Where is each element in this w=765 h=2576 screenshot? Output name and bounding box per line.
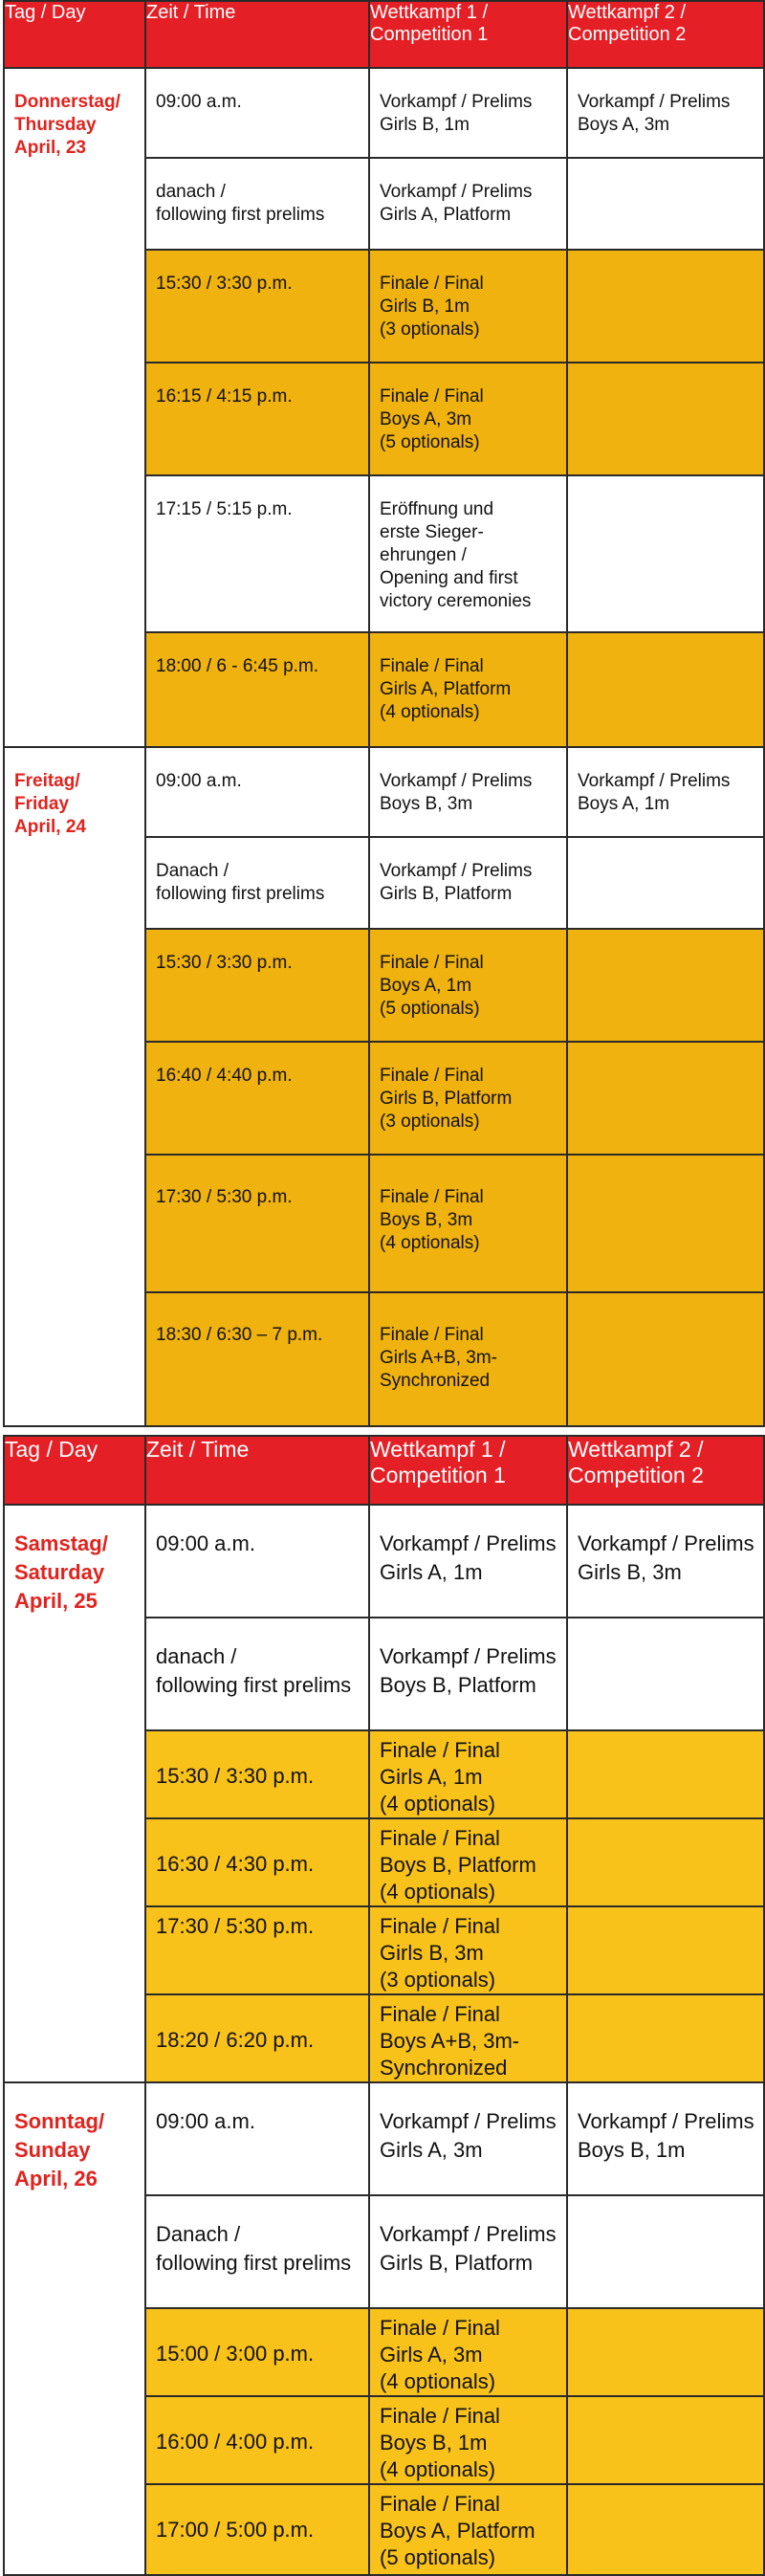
competition-2-cell: [567, 1994, 764, 2082]
competition-2-cell: [567, 929, 764, 1042]
competition-2-cell: [567, 1818, 764, 1906]
table-row: [4, 747, 764, 837]
competition-1-cell: Finale / Final Boys B, 3m (4 optionals): [369, 1155, 567, 1292]
table-row: [4, 2082, 764, 2195]
competition-2-cell: [567, 1906, 764, 1994]
table-row: [4, 68, 764, 158]
time-cell: 15:30 / 3:30 p.m.: [145, 1730, 369, 1818]
day-thursday: Donnerstag/ Thursday April, 23: [4, 68, 145, 747]
competition-1-cell: Eröffnung und erste Sieger- ehrungen / Opening and first victory ceremonies: [369, 475, 567, 632]
time-cell: 17:15 / 5:15 p.m.: [145, 475, 369, 632]
time-cell: 18:30 / 6:30 – 7 p.m.: [145, 1292, 369, 1426]
header-time: Zeit / Time: [145, 1436, 369, 1505]
competition-2-cell: [567, 1730, 764, 1818]
time-cell: 16:40 / 4:40 p.m.: [145, 1042, 369, 1155]
schedule-table-1: [3, 0, 765, 1427]
competition-2-cell: [567, 1292, 764, 1426]
time-cell: danach / following first prelims: [145, 158, 369, 250]
header-time: Zeit / Time: [145, 1, 369, 68]
competition-1-cell: Finale / Final Boys A, Platform (5 optionals): [369, 2484, 567, 2575]
competition-2-cell: Vorkampf / Prelims Girls B, 3m: [567, 1505, 764, 1618]
header-day: Tag / Day: [4, 1, 145, 68]
time-cell: 18:00 / 6 - 6:45 p.m.: [145, 632, 369, 747]
competition-1-cell: Finale / Final Boys A, 3m (5 optionals): [369, 363, 567, 475]
time-cell: 16:15 / 4:15 p.m.: [145, 363, 369, 475]
table-header-row: [4, 1, 764, 68]
competition-2-cell: [567, 158, 764, 250]
header-competition-2: Wettkampf 2 / Competition 2: [567, 1, 764, 68]
time-cell: 15:30 / 3:30 p.m.: [145, 250, 369, 363]
competition-1-cell: Vorkampf / Prelims Girls B, Platform: [369, 2195, 567, 2308]
schedule-table-2: [3, 1435, 765, 2576]
competition-2-cell: Vorkampf / Prelims Boys A, 1m: [567, 747, 764, 837]
competition-2-cell: Vorkampf / Prelims Boys B, 1m: [567, 2082, 764, 2195]
competition-1-cell: Finale / Final Girls A, Platform (4 optionals): [369, 632, 567, 747]
competition-1-cell: Finale / Final Girls B, 3m (3 optionals): [369, 1906, 567, 1994]
time-cell: 09:00 a.m.: [145, 2082, 369, 2195]
competition-2-cell: [567, 250, 764, 363]
competition-1-cell: Finale / Final Girls A, 1m (4 optionals): [369, 1730, 567, 1818]
time-cell: 15:30 / 3:30 p.m.: [145, 929, 369, 1042]
competition-1-cell: Vorkampf / Prelims Boys B, Platform: [369, 1618, 567, 1730]
table-header-row: [4, 1436, 764, 1505]
competition-1-cell: Finale / Final Boys A, 1m (5 optionals): [369, 929, 567, 1042]
time-cell: danach / following first prelims: [145, 1618, 369, 1730]
competition-2-cell: [567, 1042, 764, 1155]
time-cell: Danach / following first prelims: [145, 2195, 369, 2308]
competition-1-cell: Finale / Final Girls A, 3m (4 optionals): [369, 2308, 567, 2396]
competition-1-cell: Vorkampf / Prelims Girls A, Platform: [369, 158, 567, 250]
competition-1-cell: Finale / Final Girls B, Platform (3 optionals): [369, 1042, 567, 1155]
header-competition-1: Wettkampf 1 / Competition 1: [369, 1, 567, 68]
header-competition-1: Wettkampf 1 / Competition 1: [369, 1436, 567, 1505]
competition-1-cell: Vorkampf / Prelims Girls A, 1m: [369, 1505, 567, 1618]
competition-2-cell: [567, 837, 764, 929]
competition-2-cell: [567, 2396, 764, 2484]
competition-2-cell: [567, 1618, 764, 1730]
time-cell: 09:00 a.m.: [145, 747, 369, 837]
competition-1-cell: Finale / Final Girls B, 1m (3 optionals): [369, 250, 567, 363]
time-cell: Danach / following first prelims: [145, 837, 369, 929]
competition-2-cell: Vorkampf / Prelims Boys A, 3m: [567, 68, 764, 158]
competition-1-cell: Finale / Final Boys B, Platform (4 optionals): [369, 1818, 567, 1906]
competition-2-cell: [567, 2195, 764, 2308]
header-day: Tag / Day: [4, 1436, 145, 1505]
competition-1-cell: Vorkampf / Prelims Boys B, 3m: [369, 747, 567, 837]
competition-2-cell: [567, 1155, 764, 1292]
time-cell: 15:00 / 3:00 p.m.: [145, 2308, 369, 2396]
day-friday: Freitag/ Friday April, 24: [4, 747, 145, 1426]
competition-2-cell: [567, 632, 764, 747]
competition-1-cell: Vorkampf / Prelims Girls B, 1m: [369, 68, 567, 158]
competition-2-cell: [567, 363, 764, 475]
table-row: [4, 1505, 764, 1618]
header-competition-2: Wettkampf 2 / Competition 2: [567, 1436, 764, 1505]
competition-1-cell: Finale / Final Boys B, 1m (4 optionals): [369, 2396, 567, 2484]
time-cell: 09:00 a.m.: [145, 1505, 369, 1618]
competition-1-cell: Finale / Final Boys A+B, 3m- Synchronized: [369, 1994, 567, 2082]
competition-1-cell: Vorkampf / Prelims Girls B, Platform: [369, 837, 567, 929]
time-cell: 18:20 / 6:20 p.m.: [145, 1994, 369, 2082]
time-cell: 17:30 / 5:30 p.m.: [145, 1155, 369, 1292]
competition-2-cell: [567, 2308, 764, 2396]
competition-2-cell: [567, 475, 764, 632]
competition-1-cell: Finale / Final Girls A+B, 3m- Synchronized: [369, 1292, 567, 1426]
time-cell: 17:30 / 5:30 p.m.: [145, 1906, 369, 1994]
time-cell: 17:00 / 5:00 p.m.: [145, 2484, 369, 2575]
competition-1-cell: Vorkampf / Prelims Girls A, 3m: [369, 2082, 567, 2195]
time-cell: 16:00 / 4:00 p.m.: [145, 2396, 369, 2484]
time-cell: 16:30 / 4:30 p.m.: [145, 1818, 369, 1906]
day-sunday: Sonntag/ Sunday April, 26: [4, 2082, 145, 2575]
time-cell: 09:00 a.m.: [145, 68, 369, 158]
day-saturday: Samstag/ Saturday April, 25: [4, 1505, 145, 2082]
